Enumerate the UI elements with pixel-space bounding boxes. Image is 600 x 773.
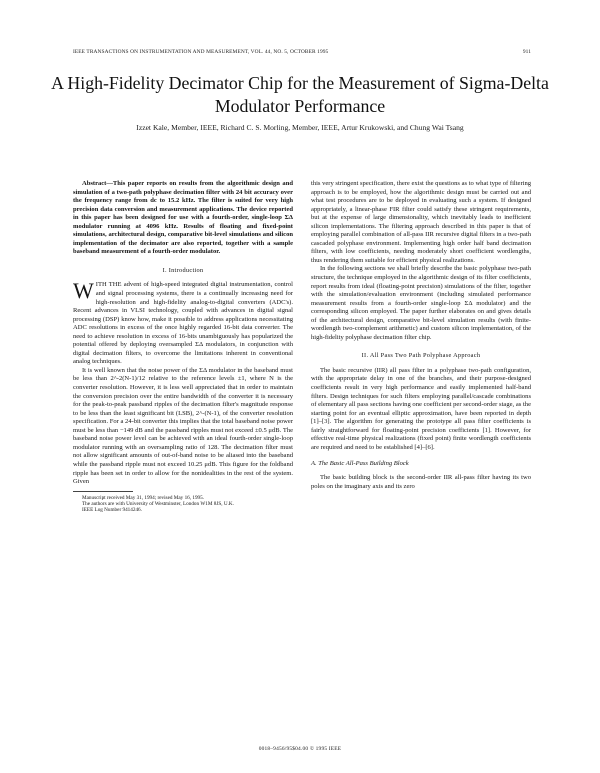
footnote-ieee-log: IEEE Log Number 9414246. <box>82 507 142 514</box>
right-paragraph-1: this very stringent specification, there exist the questions as to what type of filtering approach is to be employed, how the algorithmic design must be carried out and what test procedures are to be deployed in evaluating such a system. If designed appropriately, a linear-phase FIR filter could satisfy these stringent requirements, but at the expense of large dimensionality, which inevitably leads to inefficient silicon implementations. The filtering approach described in this paper is that of employing parallel combination of all-pass IIR recursive digital filters in a two-path cascaded polyphase environment. Implementing high order half band decimation filters, with low coefficients, needing moderately short coefficient wordlengths, thus rendering them suitable for efficient physical realizations. <box>311 180 531 264</box>
section-heading-allpass: II. All Pass Two Path Polyphase Approach <box>361 352 481 360</box>
author-list: Izzet Kale, Member, IEEE, Richard C. S. Morling, Member, IEEE, Artur Krukowski, and Chung Wai Tsang <box>136 123 464 132</box>
footnote-affiliation: The authors are with University of Westminster, London W1M 8JS, U.K. <box>82 501 234 507</box>
abstract: Abstract—This paper reports on results from the algorithmic design and simulation of a two-path polyphase decimation filter with 24 bit accuracy over the frequency range from dc to 15.2 kHz. The filter is suited for very high precision data conversion and measurement applications. The device reported in this paper has been designed for use with a fourth-order, single-loop ΣΔ modulator running at 4096 kHz. Results of floating and fixed-point simulations, architectural design, comparative bit-level simulations and silicon implementation of the decimator are also reported, together with a sample baseband measurement of a fourth-order modulator. <box>73 180 293 256</box>
section-heading-introduction: I. Introduction <box>162 266 204 274</box>
intro-paragraph-2: It is well known that the noise power of the ΣΔ modulator in the baseband must be less than 2^-2(N-1)/12 relative to the reference levels ±1, where N is the converter resolution. However, it is less well appreciated that in order to maintain the conversion precision over the entire bandwidth of the converter it is necessary for the peak-to-peak passband ripples of the decimation filter's magnitude response to be less than the least significant bit (LSB), 2^-(N-1), of the converter resolution specification. For a 24-bit converter this implies that the total baseband noise power must be less than −149 dB and the passband ripples must not exceed ±0.5 μdB. The baseband noise power level can be achieved with an ideal fourth-order single-loop modulator running with an oversampling ratio of 128. The decimation filter must not allow significant amounts of out-of-band noise to be aliased into the baseband while the passband ripple must not exceed 10.25 μdB. This figure for the foldband ripple has been set in order to allow for the nonidealities in the rest of the system. Given <box>73 366 293 486</box>
left-column <box>73 180 293 514</box>
page-number: 911 <box>522 49 531 55</box>
footnote-divider <box>73 491 133 492</box>
allpass-paragraph: The basic recursive (IIR) all pass filter in a polyphase two-path configuration, with the appropriate delay in one of the branches, and their purpose-designed coefficients result in very high performance and easily implemented half-band filters. Design techniques for such filters employing parallel/cascade combinations of elementary all pass sections having one coefficient per second-order stage, as the starting point for an eventual elliptic approximation, have been reported in depth [1]–[3]. The algorithm for generating the prototype all pass filter coefficients is fairly straightforward for floating-point precision coefficients [1]. However, for effective real-time physical realizations (fixed point) finite wordlength coefficients are required and need to be established [4]–[6]. <box>311 366 531 451</box>
building-block-paragraph: The basic building block is the second-order IIR all-pass filter having its two poles on the imaginary axis and its zero <box>311 473 531 490</box>
copyright-footer: 0018–9456/95$04.00 © 1995 IEEE <box>258 746 342 752</box>
intro-paragraph-1-text: ITH THE advent of high-speed integrated digital instrumentation, control and signal processing systems, there is a continually increasing need for high-resolution and high-fidelity analog-to-digital converters (ADC's). Recent advances in VLSI technology, coupled with advances in digital signal processing (DSP) know how, make it possible to address applications necessitating ADC resolutions in excess of the once highly regarded 16-bit data converter. The need to achieve resolution in excess of 16-bits unambiguously has popularized the potential offered by deploying oversampled ΣΔ modulators, in conjunction with digital decimation filters, to overcome the limitations inherent in conventional analog techniques. <box>73 281 293 366</box>
right-paragraph-2: In the following sections we shall briefly describe the basic polyphase two-path structure, the technique employed in the algorithmic design of its filter coefficients, report results from ideal (floating-point precision) simulations of the filter, together with the simulation/evaluation environment (including simulated performance measurement results from a fourth-order single-loop ΣΔ modulator) and the corresponding silicon employed. The paper further elaborates on and gives details of the architectural design, comparative bit-level simulation results (with finite-wordlength two-complement arithmetic) and custom silicon implementation, of the high-fidelity polyphase decimation filter chip. <box>311 265 531 341</box>
right-column <box>311 180 531 491</box>
drop-cap: W <box>73 278 94 304</box>
intro-paragraph-1 <box>73 278 293 366</box>
subsection-heading-building-block: A. The Basic All-Pass Building Block <box>311 460 409 468</box>
paper-title: A High-Fidelity Decimator Chip for the Measurement of Sigma-Delta Modulator Performance <box>51 73 549 116</box>
journal-header: IEEE TRANSACTIONS ON INSTRUMENTATION AND MEASUREMENT, VOL. 44, NO. 5, OCTOBER 1995 <box>73 49 329 55</box>
footnote-received: Manuscript received May 31, 1994; revised May 16, 1995. <box>82 494 205 501</box>
